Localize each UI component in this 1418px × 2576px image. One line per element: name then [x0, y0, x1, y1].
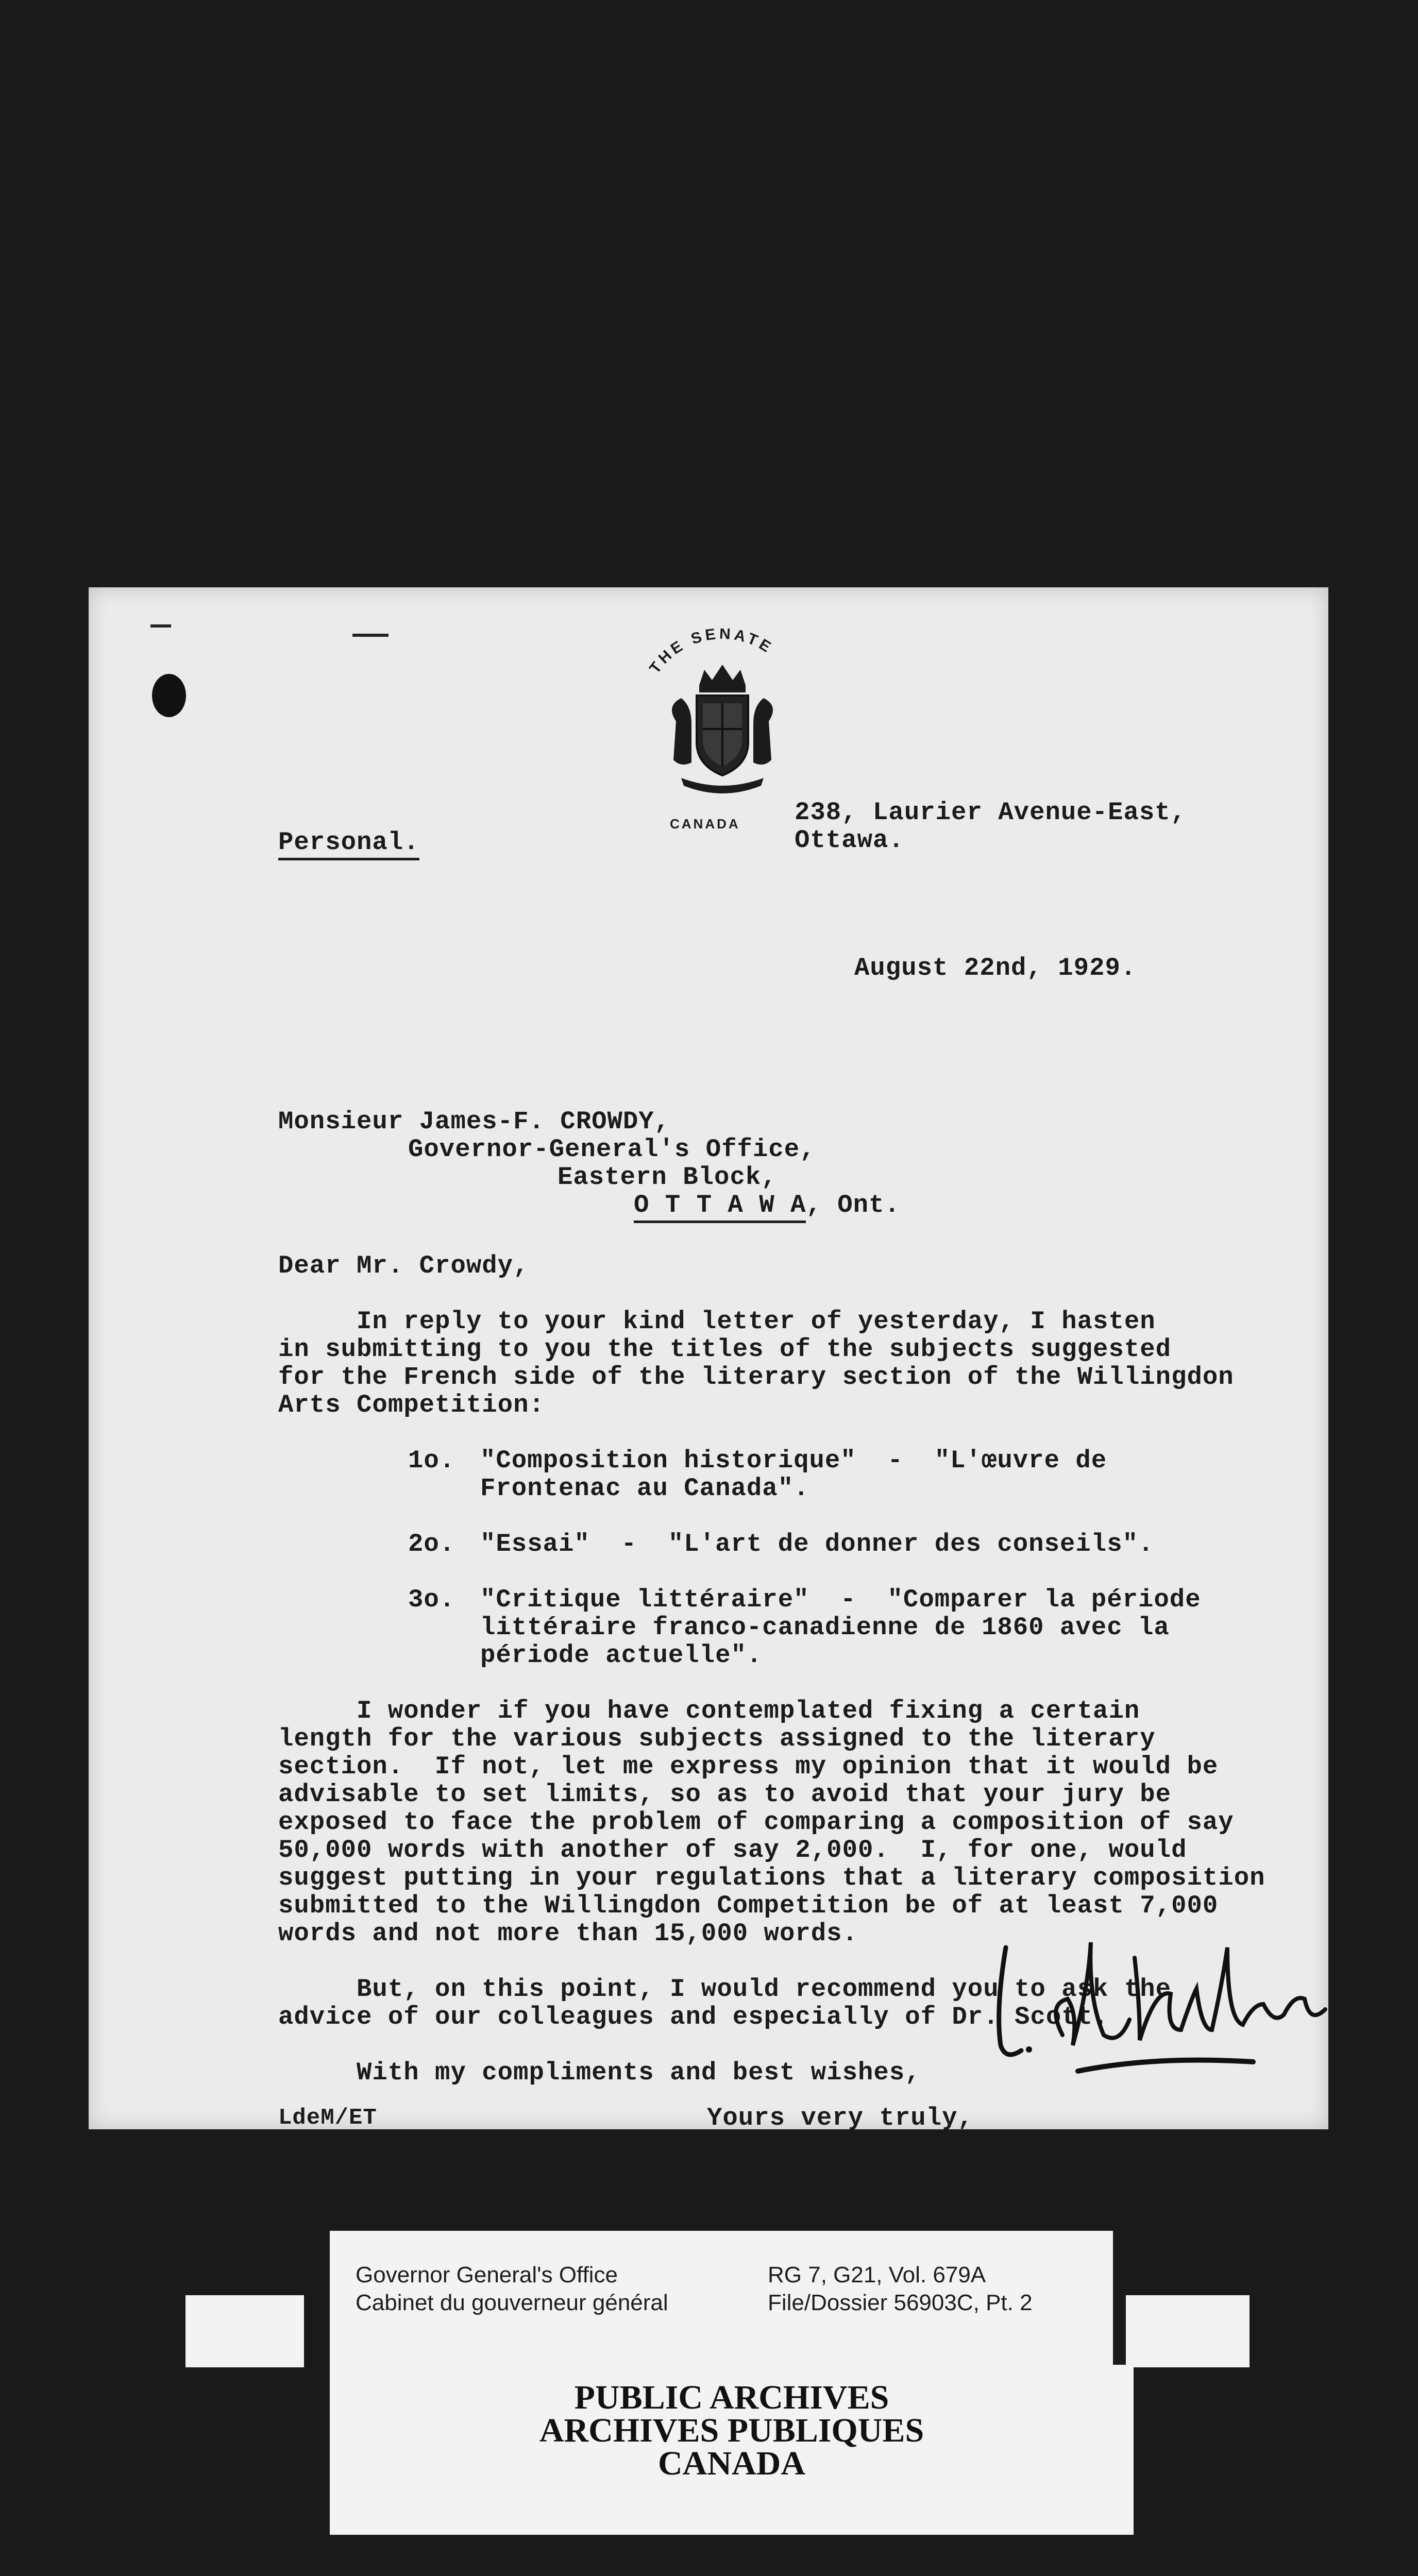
recipient-office: Governor-General's Office,	[408, 1135, 816, 1164]
crest-institution-text: THE SENATE	[646, 629, 776, 677]
archive-stamp	[330, 2365, 1134, 2535]
svg-text:THE SENATE	[646, 629, 776, 677]
valediction: Yours very truly,	[707, 2104, 973, 2132]
closing-line: With my compliments and best wishes,	[278, 2058, 921, 2087]
senate-crest-logo	[614, 629, 831, 814]
body-line: Arts Competition:	[278, 1391, 545, 1419]
body-line: exposed to face the problem of comparing a composition of say	[278, 1808, 1234, 1837]
body-line: length for the various subjects assigned to the literary	[278, 1724, 1156, 1753]
item-line: "Critique littéraire" - "Comparer la période	[480, 1585, 1201, 1614]
item-line: Frontenac au Canada".	[480, 1474, 809, 1503]
archive-reference-label	[330, 2231, 1113, 2375]
recipient-province: , Ont.	[806, 1191, 900, 1219]
personal-marking: Personal.	[278, 828, 419, 856]
office-french: Cabinet du gouverneur général	[356, 2290, 668, 2315]
body-line: I wonder if you have contemplated fixing a certain	[278, 1697, 1140, 1725]
recipient-name: Monsieur James-F. CROWDY,	[278, 1107, 670, 1136]
salutation: Dear Mr. Crowdy,	[278, 1251, 529, 1280]
item-number: 2o.	[408, 1530, 455, 1558]
recipient-city: O T T A W A	[634, 1191, 806, 1223]
archive-file-number: File/Dossier 56903C, Pt. 2	[768, 2290, 1033, 2315]
speck	[150, 624, 171, 628]
sender-address-line2: Ottawa.	[795, 826, 904, 855]
stamp-line-country: CANADA	[658, 2445, 805, 2482]
body-line: suggest putting in your regulations that a literary composition	[278, 1863, 1265, 1892]
archive-reference: RG 7, G21, Vol. 679A	[768, 2262, 986, 2287]
body-line: In reply to your kind letter of yesterday, I hasten	[278, 1307, 1156, 1336]
body-line: in submitting to you the titles of the subjects suggested	[278, 1335, 1172, 1364]
item-line: "Essai" - "L'art de donner des conseils".	[480, 1530, 1154, 1558]
letter-sheet	[89, 587, 1328, 2132]
item-line: littéraire franco-canadienne de 1860 avec la	[480, 1613, 1170, 1642]
handwritten-signature	[985, 1927, 1346, 2081]
body-line: But, on this point, I would recommend you to ask the	[278, 1975, 1172, 2004]
item-line: "Composition historique" - "L'œuvre de	[480, 1446, 1107, 1475]
stamp-line-french: ARCHIVES PUBLIQUES	[539, 2412, 924, 2449]
item-line: période actuelle".	[480, 1641, 763, 1670]
label-tab	[185, 2295, 304, 2367]
body-line: advisable to set limits, so as to avoid that your jury be	[278, 1780, 1172, 1809]
sender-address-line1: 238, Laurier Avenue-East,	[795, 798, 1187, 827]
recipient-building: Eastern Block,	[558, 1163, 777, 1192]
label-tab	[1126, 2295, 1250, 2367]
punch-hole	[152, 674, 186, 717]
body-line: 50,000 words with another of say 2,000. I, for one, would	[278, 1836, 1187, 1865]
body-line: submitted to the Willingdon Competition be of at least 7,000	[278, 1891, 1219, 1920]
item-number: 1o.	[408, 1446, 455, 1475]
letter-date: August 22nd, 1929.	[854, 954, 1137, 982]
body-line: section. If not, let me express my opinion that it would be	[278, 1752, 1219, 1781]
typist-initials: LdeM/ET	[278, 2105, 377, 2131]
crest-country-text: CANADA	[670, 816, 740, 832]
recipient-city-line	[634, 1191, 900, 1219]
body-line: advice of our colleagues and especially of Dr. Scott.	[278, 2003, 1109, 2031]
speck	[352, 634, 389, 637]
body-line: for the French side of the literary section of the Willingdon	[278, 1363, 1234, 1392]
item-number: 3o.	[408, 1585, 455, 1614]
body-line: words and not more than 15,000 words.	[278, 1919, 858, 1948]
stamp-line-english: PUBLIC ARCHIVES	[574, 2379, 889, 2416]
office-english: Governor General's Office	[356, 2262, 618, 2287]
